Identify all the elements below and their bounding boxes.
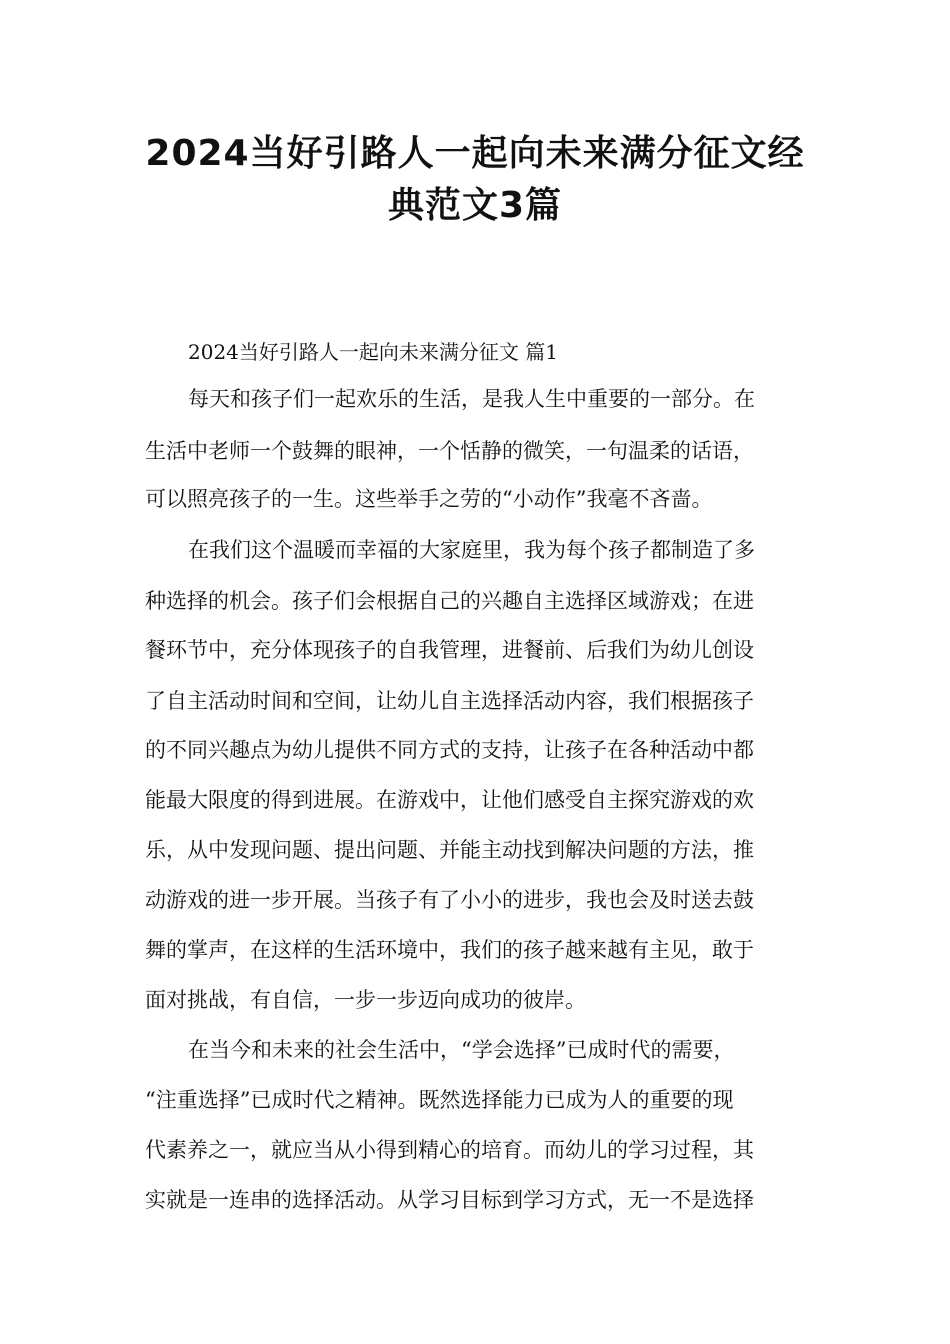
paragraph-3-line-3: 代素养之一，就应当从小得到精心的培育。而幼儿的学习过程，其 [145, 1138, 754, 1162]
paragraph-2-line-1: 在我们这个温暖而幸福的大家庭里，我为每个孩子都制造了多 [188, 538, 755, 562]
paragraph-1-line-3: 可以照亮孩子的一生。这些举手之劳的“小动作”我毫不吝啬。 [145, 487, 713, 511]
paragraph-2-line-7: 乐，从中发现问题、提出问题、并能主动找到解决问题的方法，推 [145, 838, 754, 862]
paragraph-1-line-2: 生活中老师一个鼓舞的眼神，一个恬静的微笑，一句温柔的话语， [145, 439, 754, 463]
paragraph-2-line-9: 舞的掌声，在这样的生活环境中，我们的孩子越来越有主见，敢于 [145, 938, 754, 962]
paragraph-1-line-1: 每天和孩子们一起欢乐的生活，是我人生中重要的一部分。在 [188, 387, 755, 411]
section-heading: 2024当好引路人一起向未来满分征文 篇1 [188, 340, 558, 364]
paragraph-2-line-8: 动游戏的进一步开展。当孩子有了小小的进步，我也会及时送去鼓 [145, 888, 754, 912]
paragraph-3-line-2: “注重选择”已成时代之精神。既然选择能力已成为人的重要的现 [145, 1088, 734, 1112]
paragraph-2-line-2: 种选择的机会。孩子们会根据自己的兴趣自主选择区域游戏；在进 [145, 589, 754, 613]
paragraph-2-line-5: 的不同兴趣点为幼儿提供不同方式的支持，让孩子在各种活动中都 [145, 738, 754, 762]
paragraph-2-line-10: 面对挑战，有自信，一步一步迈向成功的彼岸。 [145, 988, 586, 1012]
title-line-1: 2024当好引路人一起向未来满分征文经 [145, 133, 805, 174]
paragraph-3-line-4: 实就是一连串的选择活动。从学习目标到学习方式，无一不是选择 [145, 1188, 754, 1212]
paragraph-2-line-6: 能最大限度的得到进展。在游戏中，让他们感受自主探究游戏的欢 [145, 788, 754, 812]
document-title [130, 128, 820, 232]
paragraph-2-line-3: 餐环节中，充分体现孩子的自我管理，进餐前、后我们为幼儿创设 [145, 638, 754, 662]
title-line-2: 典范文3篇 [387, 185, 563, 226]
paragraph-2-line-4: 了自主活动时间和空间，让幼儿自主选择活动内容，我们根据孩子 [145, 689, 754, 713]
paragraph-3-line-1: 在当今和未来的社会生活中，“学会选择”已成时代的需要， [188, 1038, 735, 1062]
